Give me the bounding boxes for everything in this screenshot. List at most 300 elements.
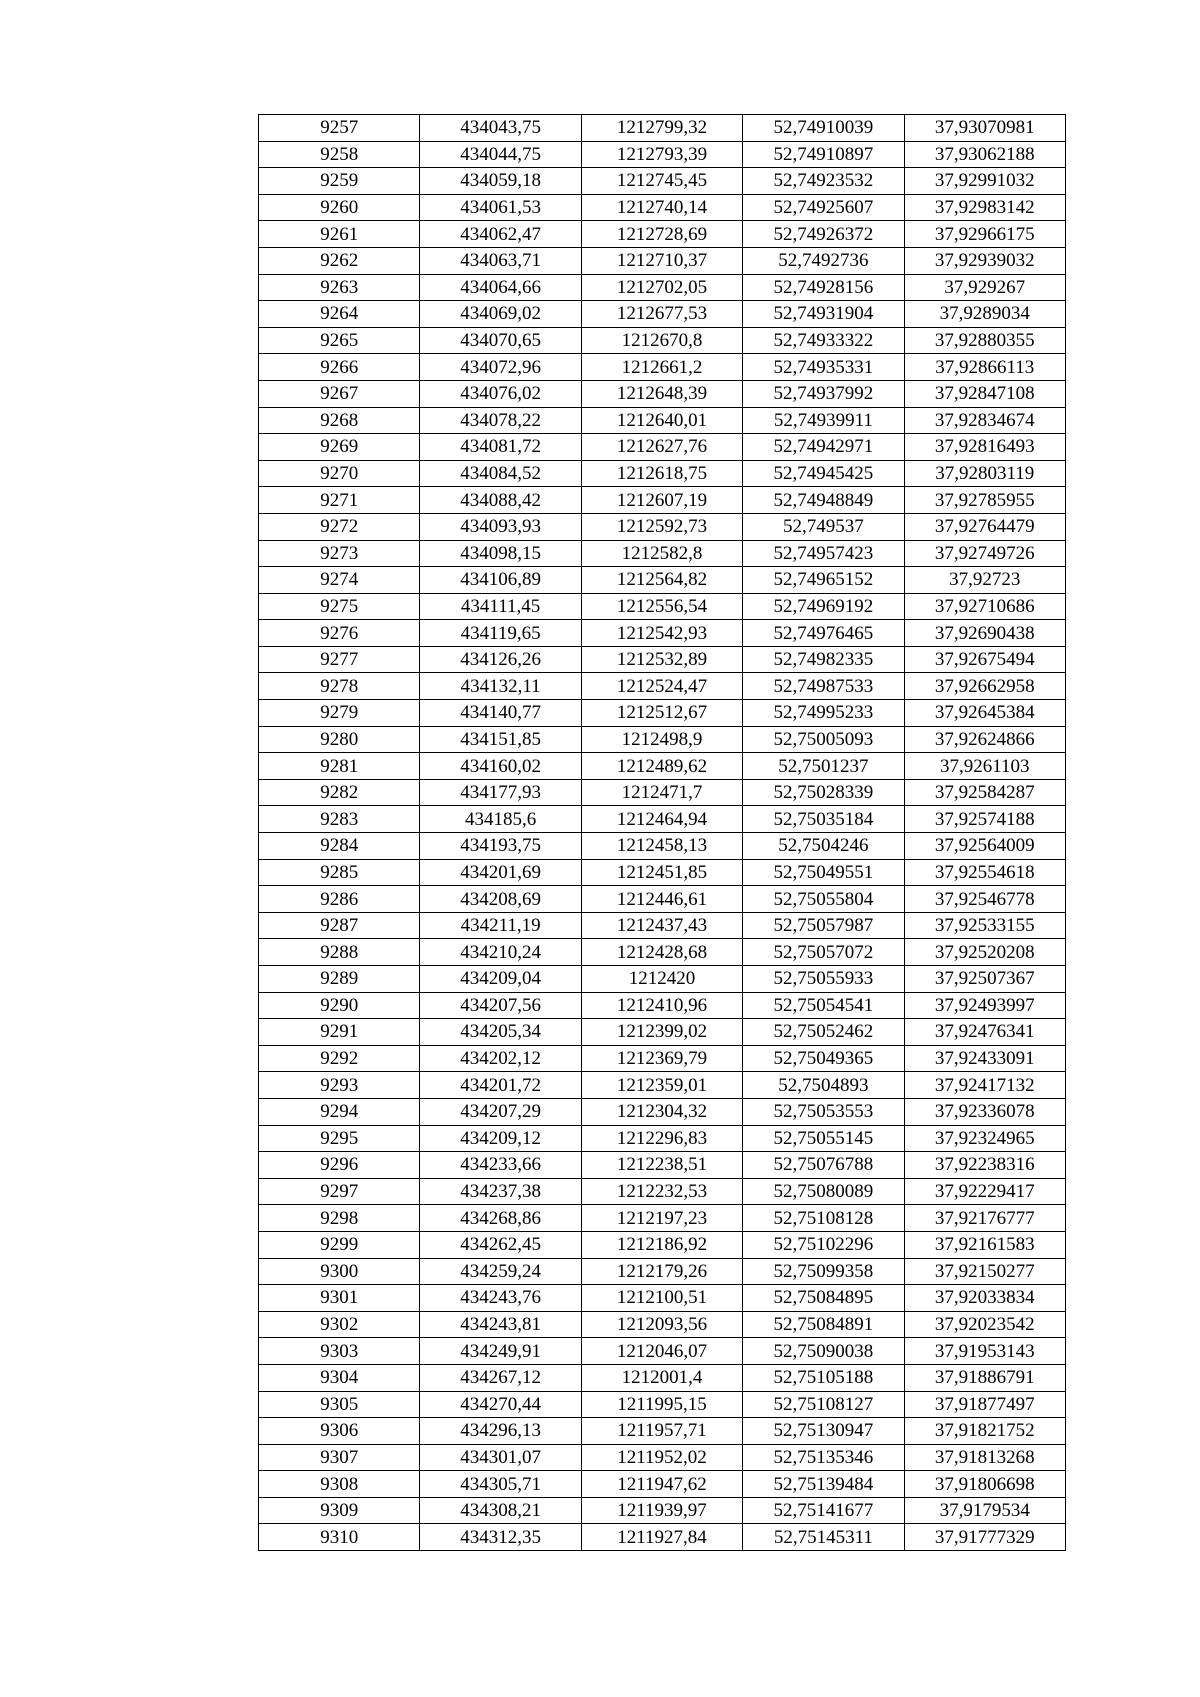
- longitude-cell: 37,92847108: [904, 380, 1065, 407]
- longitude-cell: 37,92991032: [904, 168, 1065, 195]
- latitude-cell: 52,75055933: [743, 966, 904, 993]
- y-coordinate-cell: 1211939,97: [581, 1497, 742, 1524]
- table-row: [259, 567, 1066, 594]
- latitude-cell: 52,75035184: [743, 806, 904, 833]
- y-coordinate-cell: 1212532,89: [581, 646, 742, 673]
- longitude-cell: 37,91953143: [904, 1338, 1065, 1365]
- longitude-cell: 37,92564009: [904, 833, 1065, 860]
- table-row: [259, 168, 1066, 195]
- table-row: [259, 1098, 1066, 1125]
- x-coordinate-cell: 434207,29: [420, 1098, 581, 1125]
- y-coordinate-cell: 1211952,02: [581, 1444, 742, 1471]
- point-number-cell: 9260: [259, 194, 420, 221]
- longitude-cell: 37,92493997: [904, 992, 1065, 1019]
- point-number-cell: 9276: [259, 620, 420, 647]
- x-coordinate-cell: 434132,11: [420, 673, 581, 700]
- table-row: [259, 1285, 1066, 1312]
- y-coordinate-cell: 1212238,51: [581, 1152, 742, 1179]
- x-coordinate-cell: 434259,24: [420, 1258, 581, 1285]
- x-coordinate-cell: 434243,81: [420, 1311, 581, 1338]
- longitude-cell: 37,92554618: [904, 859, 1065, 886]
- point-number-cell: 9293: [259, 1072, 420, 1099]
- latitude-cell: 52,74925607: [743, 194, 904, 221]
- point-number-cell: 9303: [259, 1338, 420, 1365]
- latitude-cell: 52,74976465: [743, 620, 904, 647]
- x-coordinate-cell: 434202,12: [420, 1045, 581, 1072]
- y-coordinate-cell: 1212186,92: [581, 1231, 742, 1258]
- latitude-cell: 52,74928156: [743, 274, 904, 301]
- y-coordinate-cell: 1212728,69: [581, 221, 742, 248]
- x-coordinate-cell: 434208,69: [420, 886, 581, 913]
- table-row: [259, 1152, 1066, 1179]
- latitude-cell: 52,75108128: [743, 1205, 904, 1232]
- y-coordinate-cell: 1212304,32: [581, 1098, 742, 1125]
- latitude-cell: 52,75105188: [743, 1364, 904, 1391]
- longitude-cell: 37,93070981: [904, 115, 1065, 142]
- point-number-cell: 9272: [259, 513, 420, 540]
- longitude-cell: 37,929267: [904, 274, 1065, 301]
- longitude-cell: 37,91821752: [904, 1418, 1065, 1445]
- longitude-cell: 37,92939032: [904, 247, 1065, 274]
- x-coordinate-cell: 434062,47: [420, 221, 581, 248]
- latitude-cell: 52,74939911: [743, 407, 904, 434]
- y-coordinate-cell: 1212542,93: [581, 620, 742, 647]
- table-row: [259, 141, 1066, 168]
- longitude-cell: 37,92723: [904, 567, 1065, 594]
- x-coordinate-cell: 434044,75: [420, 141, 581, 168]
- latitude-cell: 52,74931904: [743, 301, 904, 328]
- x-coordinate-cell: 434185,6: [420, 806, 581, 833]
- point-number-cell: 9299: [259, 1231, 420, 1258]
- x-coordinate-cell: 434061,53: [420, 194, 581, 221]
- longitude-cell: 37,92584287: [904, 779, 1065, 806]
- y-coordinate-cell: 1212046,07: [581, 1338, 742, 1365]
- y-coordinate-cell: 1211957,71: [581, 1418, 742, 1445]
- table-row: [259, 700, 1066, 727]
- point-number-cell: 9275: [259, 593, 420, 620]
- y-coordinate-cell: 1212745,45: [581, 168, 742, 195]
- point-number-cell: 9300: [259, 1258, 420, 1285]
- table-row: [259, 1125, 1066, 1152]
- longitude-cell: 37,92966175: [904, 221, 1065, 248]
- longitude-cell: 37,92229417: [904, 1178, 1065, 1205]
- latitude-cell: 52,75141677: [743, 1497, 904, 1524]
- longitude-cell: 37,92803119: [904, 460, 1065, 487]
- point-number-cell: 9257: [259, 115, 420, 142]
- latitude-cell: 52,75145311: [743, 1524, 904, 1551]
- y-coordinate-cell: 1212677,53: [581, 301, 742, 328]
- point-number-cell: 9310: [259, 1524, 420, 1551]
- latitude-cell: 52,74995233: [743, 700, 904, 727]
- x-coordinate-cell: 434243,76: [420, 1285, 581, 1312]
- longitude-cell: 37,91777329: [904, 1524, 1065, 1551]
- table-row: [259, 354, 1066, 381]
- point-number-cell: 9277: [259, 646, 420, 673]
- latitude-cell: 52,75049551: [743, 859, 904, 886]
- table-row: [259, 1391, 1066, 1418]
- table-row: [259, 992, 1066, 1019]
- table-row: [259, 1311, 1066, 1338]
- longitude-cell: 37,92533155: [904, 912, 1065, 939]
- point-number-cell: 9305: [259, 1391, 420, 1418]
- x-coordinate-cell: 434193,75: [420, 833, 581, 860]
- longitude-cell: 37,92785955: [904, 487, 1065, 514]
- table-row: [259, 859, 1066, 886]
- coordinates-table: [258, 114, 1066, 1551]
- x-coordinate-cell: 434201,72: [420, 1072, 581, 1099]
- point-number-cell: 9296: [259, 1152, 420, 1179]
- x-coordinate-cell: 434064,66: [420, 274, 581, 301]
- table-row: [259, 753, 1066, 780]
- point-number-cell: 9262: [259, 247, 420, 274]
- table-row: [259, 1364, 1066, 1391]
- coordinates-table-body: [259, 115, 1066, 1551]
- x-coordinate-cell: 434098,15: [420, 540, 581, 567]
- point-number-cell: 9279: [259, 700, 420, 727]
- point-number-cell: 9282: [259, 779, 420, 806]
- y-coordinate-cell: 1212458,13: [581, 833, 742, 860]
- longitude-cell: 37,91886791: [904, 1364, 1065, 1391]
- point-number-cell: 9273: [259, 540, 420, 567]
- latitude-cell: 52,75028339: [743, 779, 904, 806]
- table-row: [259, 274, 1066, 301]
- x-coordinate-cell: 434249,91: [420, 1338, 581, 1365]
- latitude-cell: 52,75055145: [743, 1125, 904, 1152]
- y-coordinate-cell: 1212359,01: [581, 1072, 742, 1099]
- point-number-cell: 9289: [259, 966, 420, 993]
- latitude-cell: 52,74937992: [743, 380, 904, 407]
- x-coordinate-cell: 434111,45: [420, 593, 581, 620]
- y-coordinate-cell: 1212592,73: [581, 513, 742, 540]
- point-number-cell: 9308: [259, 1471, 420, 1498]
- y-coordinate-cell: 1211927,84: [581, 1524, 742, 1551]
- y-coordinate-cell: 1212296,83: [581, 1125, 742, 1152]
- table-row: [259, 912, 1066, 939]
- latitude-cell: 52,74987533: [743, 673, 904, 700]
- x-coordinate-cell: 434237,38: [420, 1178, 581, 1205]
- point-number-cell: 9291: [259, 1019, 420, 1046]
- table-row: [259, 620, 1066, 647]
- y-coordinate-cell: 1212471,7: [581, 779, 742, 806]
- table-row: [259, 1418, 1066, 1445]
- y-coordinate-cell: 1212799,32: [581, 115, 742, 142]
- point-number-cell: 9263: [259, 274, 420, 301]
- y-coordinate-cell: 1212512,67: [581, 700, 742, 727]
- x-coordinate-cell: 434072,96: [420, 354, 581, 381]
- latitude-cell: 52,75053553: [743, 1098, 904, 1125]
- point-number-cell: 9285: [259, 859, 420, 886]
- latitude-cell: 52,74910897: [743, 141, 904, 168]
- table-row: [259, 806, 1066, 833]
- point-number-cell: 9297: [259, 1178, 420, 1205]
- latitude-cell: 52,74945425: [743, 460, 904, 487]
- longitude-cell: 37,92033834: [904, 1285, 1065, 1312]
- latitude-cell: 52,74933322: [743, 327, 904, 354]
- point-number-cell: 9270: [259, 460, 420, 487]
- x-coordinate-cell: 434305,71: [420, 1471, 581, 1498]
- longitude-cell: 37,92983142: [904, 194, 1065, 221]
- x-coordinate-cell: 434140,77: [420, 700, 581, 727]
- longitude-cell: 37,9179534: [904, 1497, 1065, 1524]
- table-row: [259, 1019, 1066, 1046]
- point-number-cell: 9269: [259, 434, 420, 461]
- y-coordinate-cell: 1212793,39: [581, 141, 742, 168]
- x-coordinate-cell: 434081,72: [420, 434, 581, 461]
- y-coordinate-cell: 1212740,14: [581, 194, 742, 221]
- longitude-cell: 37,92710686: [904, 593, 1065, 620]
- x-coordinate-cell: 434270,44: [420, 1391, 581, 1418]
- y-coordinate-cell: 1212489,62: [581, 753, 742, 780]
- y-coordinate-cell: 1212179,26: [581, 1258, 742, 1285]
- latitude-cell: 52,75130947: [743, 1418, 904, 1445]
- x-coordinate-cell: 434069,02: [420, 301, 581, 328]
- latitude-cell: 52,75080089: [743, 1178, 904, 1205]
- longitude-cell: 37,92675494: [904, 646, 1065, 673]
- x-coordinate-cell: 434151,85: [420, 726, 581, 753]
- longitude-cell: 37,92662958: [904, 673, 1065, 700]
- longitude-cell: 37,92417132: [904, 1072, 1065, 1099]
- x-coordinate-cell: 434070,65: [420, 327, 581, 354]
- point-number-cell: 9274: [259, 567, 420, 594]
- latitude-cell: 52,74942971: [743, 434, 904, 461]
- table-row: [259, 1178, 1066, 1205]
- latitude-cell: 52,74982335: [743, 646, 904, 673]
- longitude-cell: 37,91877497: [904, 1391, 1065, 1418]
- latitude-cell: 52,74965152: [743, 567, 904, 594]
- y-coordinate-cell: 1212428,68: [581, 939, 742, 966]
- latitude-cell: 52,75139484: [743, 1471, 904, 1498]
- x-coordinate-cell: 434088,42: [420, 487, 581, 514]
- point-number-cell: 9306: [259, 1418, 420, 1445]
- x-coordinate-cell: 434205,34: [420, 1019, 581, 1046]
- x-coordinate-cell: 434063,71: [420, 247, 581, 274]
- x-coordinate-cell: 434312,35: [420, 1524, 581, 1551]
- point-number-cell: 9267: [259, 380, 420, 407]
- latitude-cell: 52,75057987: [743, 912, 904, 939]
- y-coordinate-cell: 1212093,56: [581, 1311, 742, 1338]
- latitude-cell: 52,75054541: [743, 992, 904, 1019]
- point-number-cell: 9258: [259, 141, 420, 168]
- latitude-cell: 52,75090038: [743, 1338, 904, 1365]
- latitude-cell: 52,75102296: [743, 1231, 904, 1258]
- y-coordinate-cell: 1212498,9: [581, 726, 742, 753]
- point-number-cell: 9266: [259, 354, 420, 381]
- y-coordinate-cell: 1212648,39: [581, 380, 742, 407]
- x-coordinate-cell: 434126,26: [420, 646, 581, 673]
- table-row: [259, 407, 1066, 434]
- longitude-cell: 37,92161583: [904, 1231, 1065, 1258]
- point-number-cell: 9286: [259, 886, 420, 913]
- latitude-cell: 52,75084895: [743, 1285, 904, 1312]
- latitude-cell: 52,7492736: [743, 247, 904, 274]
- table-row: [259, 779, 1066, 806]
- longitude-cell: 37,92507367: [904, 966, 1065, 993]
- x-coordinate-cell: 434177,93: [420, 779, 581, 806]
- y-coordinate-cell: 1212564,82: [581, 567, 742, 594]
- longitude-cell: 37,92816493: [904, 434, 1065, 461]
- longitude-cell: 37,9289034: [904, 301, 1065, 328]
- point-number-cell: 9288: [259, 939, 420, 966]
- latitude-cell: 52,75135346: [743, 1444, 904, 1471]
- latitude-cell: 52,75076788: [743, 1152, 904, 1179]
- x-coordinate-cell: 434059,18: [420, 168, 581, 195]
- table-row: [259, 460, 1066, 487]
- y-coordinate-cell: 1212670,8: [581, 327, 742, 354]
- point-number-cell: 9304: [259, 1364, 420, 1391]
- table-row: [259, 646, 1066, 673]
- x-coordinate-cell: 434119,65: [420, 620, 581, 647]
- table-row: [259, 1471, 1066, 1498]
- point-number-cell: 9264: [259, 301, 420, 328]
- x-coordinate-cell: 434209,12: [420, 1125, 581, 1152]
- point-number-cell: 9265: [259, 327, 420, 354]
- longitude-cell: 37,92520208: [904, 939, 1065, 966]
- point-number-cell: 9302: [259, 1311, 420, 1338]
- y-coordinate-cell: 1212710,37: [581, 247, 742, 274]
- table-row: [259, 221, 1066, 248]
- table-row: [259, 1524, 1066, 1551]
- x-coordinate-cell: 434262,45: [420, 1231, 581, 1258]
- longitude-cell: 37,92690438: [904, 620, 1065, 647]
- latitude-cell: 52,74957423: [743, 540, 904, 567]
- table-row: [259, 1205, 1066, 1232]
- y-coordinate-cell: 1212464,94: [581, 806, 742, 833]
- y-coordinate-cell: 1212661,2: [581, 354, 742, 381]
- table-row: [259, 301, 1066, 328]
- latitude-cell: 52,7504893: [743, 1072, 904, 1099]
- point-number-cell: 9292: [259, 1045, 420, 1072]
- longitude-cell: 37,93062188: [904, 141, 1065, 168]
- x-coordinate-cell: 434043,75: [420, 115, 581, 142]
- latitude-cell: 52,75049365: [743, 1045, 904, 1072]
- table-row: [259, 1258, 1066, 1285]
- table-row: [259, 434, 1066, 461]
- table-row: [259, 1497, 1066, 1524]
- point-number-cell: 9271: [259, 487, 420, 514]
- table-row: [259, 939, 1066, 966]
- table-row: [259, 1231, 1066, 1258]
- point-number-cell: 9298: [259, 1205, 420, 1232]
- longitude-cell: 37,91806698: [904, 1471, 1065, 1498]
- point-number-cell: 9261: [259, 221, 420, 248]
- table-row: [259, 380, 1066, 407]
- point-number-cell: 9281: [259, 753, 420, 780]
- latitude-cell: 52,7504246: [743, 833, 904, 860]
- y-coordinate-cell: 1212627,76: [581, 434, 742, 461]
- longitude-cell: 37,92324965: [904, 1125, 1065, 1152]
- latitude-cell: 52,74923532: [743, 168, 904, 195]
- latitude-cell: 52,74910039: [743, 115, 904, 142]
- latitude-cell: 52,74948849: [743, 487, 904, 514]
- point-number-cell: 9295: [259, 1125, 420, 1152]
- table-row: [259, 194, 1066, 221]
- y-coordinate-cell: 1212446,61: [581, 886, 742, 913]
- longitude-cell: 37,92150277: [904, 1258, 1065, 1285]
- x-coordinate-cell: 434308,21: [420, 1497, 581, 1524]
- table-row: [259, 247, 1066, 274]
- point-number-cell: 9309: [259, 1497, 420, 1524]
- y-coordinate-cell: 1211995,15: [581, 1391, 742, 1418]
- point-number-cell: 9284: [259, 833, 420, 860]
- x-coordinate-cell: 434093,93: [420, 513, 581, 540]
- table-row: [259, 115, 1066, 142]
- y-coordinate-cell: 1212524,47: [581, 673, 742, 700]
- y-coordinate-cell: 1212437,43: [581, 912, 742, 939]
- table-row: [259, 1338, 1066, 1365]
- table-row: [259, 726, 1066, 753]
- latitude-cell: 52,74926372: [743, 221, 904, 248]
- point-number-cell: 9259: [259, 168, 420, 195]
- latitude-cell: 52,75099358: [743, 1258, 904, 1285]
- longitude-cell: 37,92880355: [904, 327, 1065, 354]
- y-coordinate-cell: 1212618,75: [581, 460, 742, 487]
- y-coordinate-cell: 1212451,85: [581, 859, 742, 886]
- table-row: [259, 966, 1066, 993]
- x-coordinate-cell: 434201,69: [420, 859, 581, 886]
- longitude-cell: 37,92764479: [904, 513, 1065, 540]
- y-coordinate-cell: 1212410,96: [581, 992, 742, 1019]
- x-coordinate-cell: 434078,22: [420, 407, 581, 434]
- latitude-cell: 52,74969192: [743, 593, 904, 620]
- point-number-cell: 9301: [259, 1285, 420, 1312]
- longitude-cell: 37,92476341: [904, 1019, 1065, 1046]
- latitude-cell: 52,75108127: [743, 1391, 904, 1418]
- x-coordinate-cell: 434076,02: [420, 380, 581, 407]
- longitude-cell: 37,92336078: [904, 1098, 1065, 1125]
- y-coordinate-cell: 1212556,54: [581, 593, 742, 620]
- longitude-cell: 37,9261103: [904, 753, 1065, 780]
- x-coordinate-cell: 434268,86: [420, 1205, 581, 1232]
- point-number-cell: 9287: [259, 912, 420, 939]
- table-row: [259, 540, 1066, 567]
- y-coordinate-cell: 1211947,62: [581, 1471, 742, 1498]
- longitude-cell: 37,92834674: [904, 407, 1065, 434]
- y-coordinate-cell: 1212100,51: [581, 1285, 742, 1312]
- y-coordinate-cell: 1212420: [581, 966, 742, 993]
- point-number-cell: 9294: [259, 1098, 420, 1125]
- longitude-cell: 37,92624866: [904, 726, 1065, 753]
- y-coordinate-cell: 1212582,8: [581, 540, 742, 567]
- latitude-cell: 52,75005093: [743, 726, 904, 753]
- point-number-cell: 9283: [259, 806, 420, 833]
- latitude-cell: 52,749537: [743, 513, 904, 540]
- table-row: [259, 886, 1066, 913]
- table-row: [259, 673, 1066, 700]
- latitude-cell: 52,75055804: [743, 886, 904, 913]
- table-row: [259, 1444, 1066, 1471]
- latitude-cell: 52,75084891: [743, 1311, 904, 1338]
- longitude-cell: 37,92023542: [904, 1311, 1065, 1338]
- longitude-cell: 37,92866113: [904, 354, 1065, 381]
- table-row: [259, 513, 1066, 540]
- longitude-cell: 37,92238316: [904, 1152, 1065, 1179]
- longitude-cell: 37,92574188: [904, 806, 1065, 833]
- point-number-cell: 9290: [259, 992, 420, 1019]
- x-coordinate-cell: 434207,56: [420, 992, 581, 1019]
- point-number-cell: 9307: [259, 1444, 420, 1471]
- table-row: [259, 833, 1066, 860]
- x-coordinate-cell: 434296,13: [420, 1418, 581, 1445]
- latitude-cell: 52,75057072: [743, 939, 904, 966]
- x-coordinate-cell: 434106,89: [420, 567, 581, 594]
- longitude-cell: 37,92176777: [904, 1205, 1065, 1232]
- x-coordinate-cell: 434267,12: [420, 1364, 581, 1391]
- point-number-cell: 9280: [259, 726, 420, 753]
- x-coordinate-cell: 434084,52: [420, 460, 581, 487]
- x-coordinate-cell: 434160,02: [420, 753, 581, 780]
- y-coordinate-cell: 1212640,01: [581, 407, 742, 434]
- y-coordinate-cell: 1212702,05: [581, 274, 742, 301]
